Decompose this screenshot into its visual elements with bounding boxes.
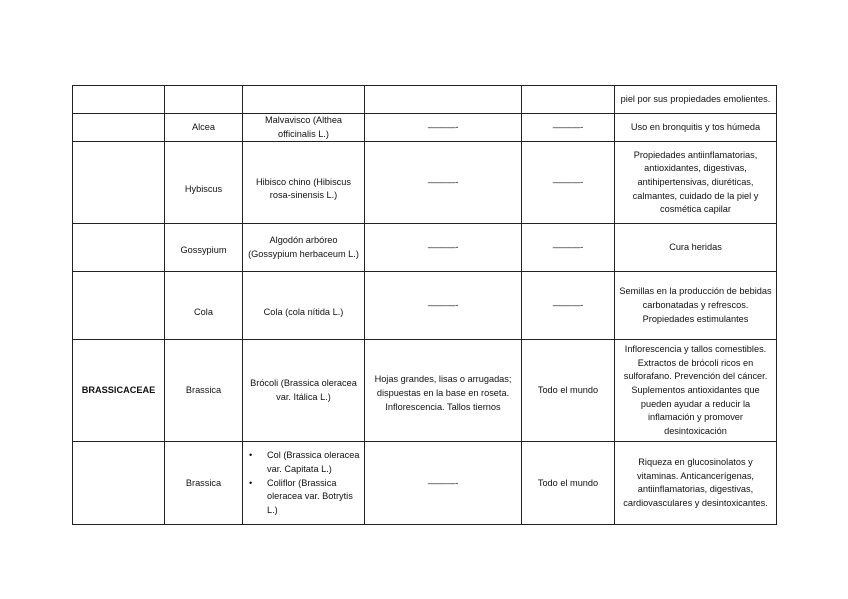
table-row	[73, 114, 777, 142]
species-list	[246, 449, 361, 518]
species-cell: Cola (cola nítida L.)	[243, 272, 365, 340]
distribution-cell: Todo el mundo	[522, 442, 615, 525]
description-cell: ———-	[365, 114, 522, 142]
species-cell: Algodón arbóreo (Gossypium herbaceum L.)	[243, 224, 365, 272]
distribution-cell: ———-	[522, 224, 615, 272]
table-row	[73, 340, 777, 442]
species-cell	[243, 442, 365, 525]
distribution-cell: ———-	[522, 142, 615, 224]
uses-cell: Propiedades antiinflamatorias, antioxidantes, digestivas, antihipertensivas, diuréticas, calmantes, cuidado de la piel y cosmética capilar	[615, 142, 777, 224]
table-row	[73, 86, 777, 114]
species-name: Coliflor (Brassica oleracea var. Botrytis L.)	[267, 477, 353, 515]
plant-table	[72, 85, 777, 525]
uses-cell: Riqueza en glucosinolatos y vitaminas. Anticancerígenas, antiinflamatorias, digestivas, cardiovasculares y desintoxicantes.	[615, 442, 777, 525]
list-item	[246, 477, 361, 518]
distribution-cell	[522, 86, 615, 114]
genus-cell: Cola	[165, 272, 243, 340]
table-row	[73, 224, 777, 272]
genus-cell: Brassica	[165, 442, 243, 525]
distribution-cell: ———-	[522, 272, 615, 340]
family-cell	[73, 86, 165, 114]
table-row	[73, 142, 777, 224]
species-cell: Malvavisco (Althea officinalis L.)	[243, 114, 365, 142]
family-cell: BRASSICACEAE	[73, 340, 165, 442]
bullet-icon: •	[249, 477, 253, 488]
genus-cell: Alcea	[165, 114, 243, 142]
distribution-cell: ———-	[522, 114, 615, 142]
description-cell: ———-	[365, 142, 522, 224]
species-cell: Brócoli (Brassica oleracea var. Itálica L.)	[243, 340, 365, 442]
uses-cell: Uso en bronquitis y tos húmeda	[615, 114, 777, 142]
table-row	[73, 442, 777, 525]
family-cell	[73, 272, 165, 340]
uses-cell: piel por sus propiedades emolientes.	[615, 86, 777, 114]
description-cell: Hojas grandes, lisas o arrugadas; dispuestas en la base en roseta. Inflorescencia. Tallos tiernos	[365, 340, 522, 442]
description-cell: ———-	[365, 442, 522, 525]
genus-cell: Brassica	[165, 340, 243, 442]
family-cell	[73, 224, 165, 272]
uses-cell: Cura heridas	[615, 224, 777, 272]
list-item	[246, 449, 361, 476]
family-cell	[73, 442, 165, 525]
species-cell: Hibisco chino (Hibiscus rosa-sinensis L.)	[243, 142, 365, 224]
genus-cell: Gossypium	[165, 224, 243, 272]
species-name: Col (Brassica oleracea var. Capitata L.)	[267, 450, 360, 474]
family-cell	[73, 142, 165, 224]
description-cell: ———-	[365, 224, 522, 272]
uses-cell: Inflorescencia y tallos comestibles. Extractos de brócoli ricos en sulforafano. Prevención del cáncer. Suplementos antioxidantes que pueden ayudar a reducir la inflamación y promover desintoxicación	[615, 340, 777, 442]
description-cell	[365, 86, 522, 114]
description-cell: ———-	[365, 272, 522, 340]
distribution-cell: Todo el mundo	[522, 340, 615, 442]
species-cell	[243, 86, 365, 114]
genus-cell: Hybiscus	[165, 142, 243, 224]
table-row	[73, 272, 777, 340]
bullet-icon: •	[249, 450, 253, 461]
family-cell	[73, 114, 165, 142]
uses-cell: Semillas en la producción de bebidas carbonatadas y refrescos. Propiedades estimulantes	[615, 272, 777, 340]
genus-cell	[165, 86, 243, 114]
